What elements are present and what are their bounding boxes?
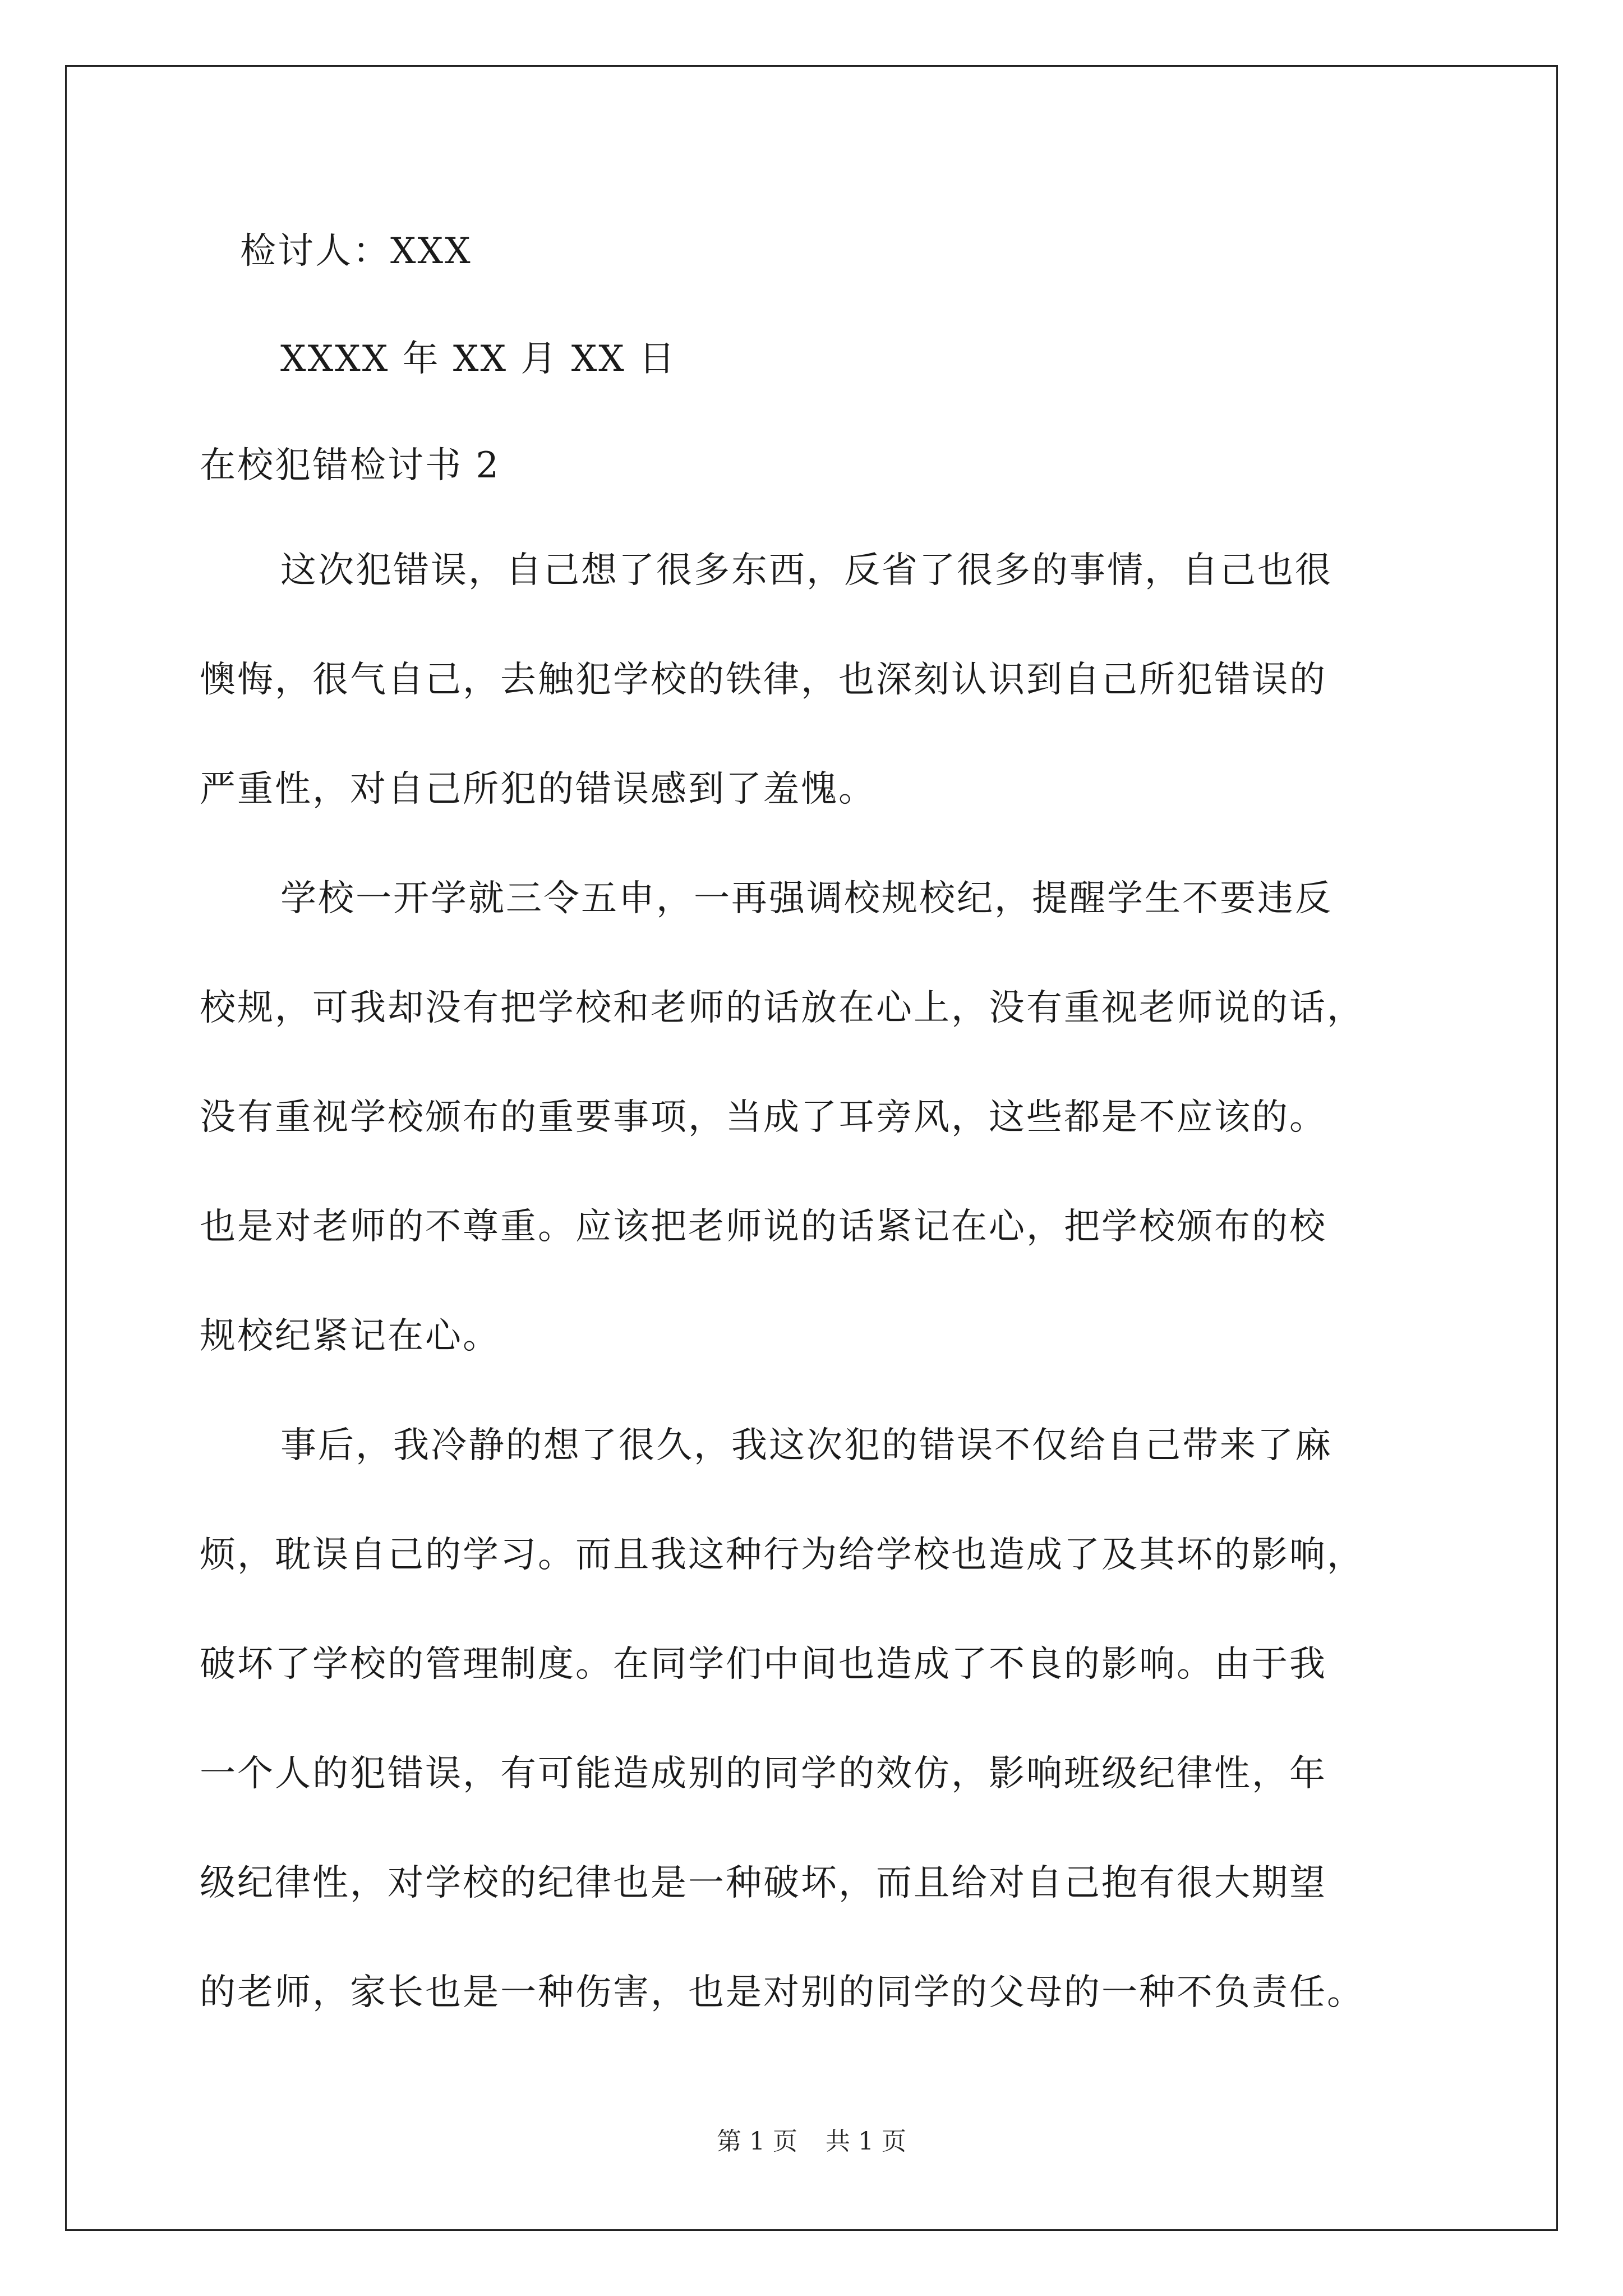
paragraph-line: 事后，我冷静的想了很久，我这次犯的错误不仅给自己带来了麻 xyxy=(280,1425,1332,1466)
signer-label: 检讨人：XXX xyxy=(240,231,472,272)
page-footer xyxy=(0,2126,1623,2157)
signature-date: XXXX 年 XX 月 XX 日 xyxy=(280,338,677,380)
paragraph-line: 懊悔，很气自己，去触犯学校的铁律，也深刻认识到自己所犯错误的 xyxy=(200,659,1327,701)
page-total: 共 1 页 xyxy=(826,2127,906,2156)
paragraph-line: 校规，可我却没有把学校和老师的话放在心上，没有重视老师说的话， xyxy=(200,987,1364,1029)
paragraph-line: 严重性，对自己所犯的错误感到了羞愧。 xyxy=(200,769,876,810)
paragraph-line: 级纪律性，对学校的纪律也是一种破坏，而且给对自己抱有很大期望 xyxy=(200,1862,1327,1904)
paragraph-line: 学校一开学就三令五申，一再强调校规校纪，提醒学生不要违反 xyxy=(280,878,1332,919)
paragraph-line: 这次犯错误，自己想了很多东西，反省了很多的事情，自己也很 xyxy=(280,550,1332,591)
paragraph-line: 破坏了学校的管理制度。在同学们中间也造成了不良的影响。由于我 xyxy=(200,1644,1327,1685)
paragraph-line: 的老师，家长也是一种伤害，也是对别的同学的父母的一种不负责任。 xyxy=(200,1972,1364,2013)
section-title: 在校犯错检讨书 2 xyxy=(200,445,501,486)
paragraph-line: 烦，耽误自己的学习。而且我这种行为给学校也造成了及其坏的影响， xyxy=(200,1534,1364,1576)
paragraph-line: 一个人的犯错误，有可能造成别的同学的效仿，影响班级纪律性，年 xyxy=(200,1753,1327,1795)
paragraph-line: 没有重视学校颁布的重要事项，当成了耳旁风，这些都是不应该的。 xyxy=(200,1097,1327,1138)
page-number: 第 1 页 xyxy=(717,2127,797,2156)
page-border xyxy=(65,65,1558,2231)
paragraph-line: 也是对老师的不尊重。应该把老师说的话紧记在心，把学校颁布的校 xyxy=(200,1206,1327,1248)
paragraph-line: 规校纪紧记在心。 xyxy=(200,1315,500,1357)
